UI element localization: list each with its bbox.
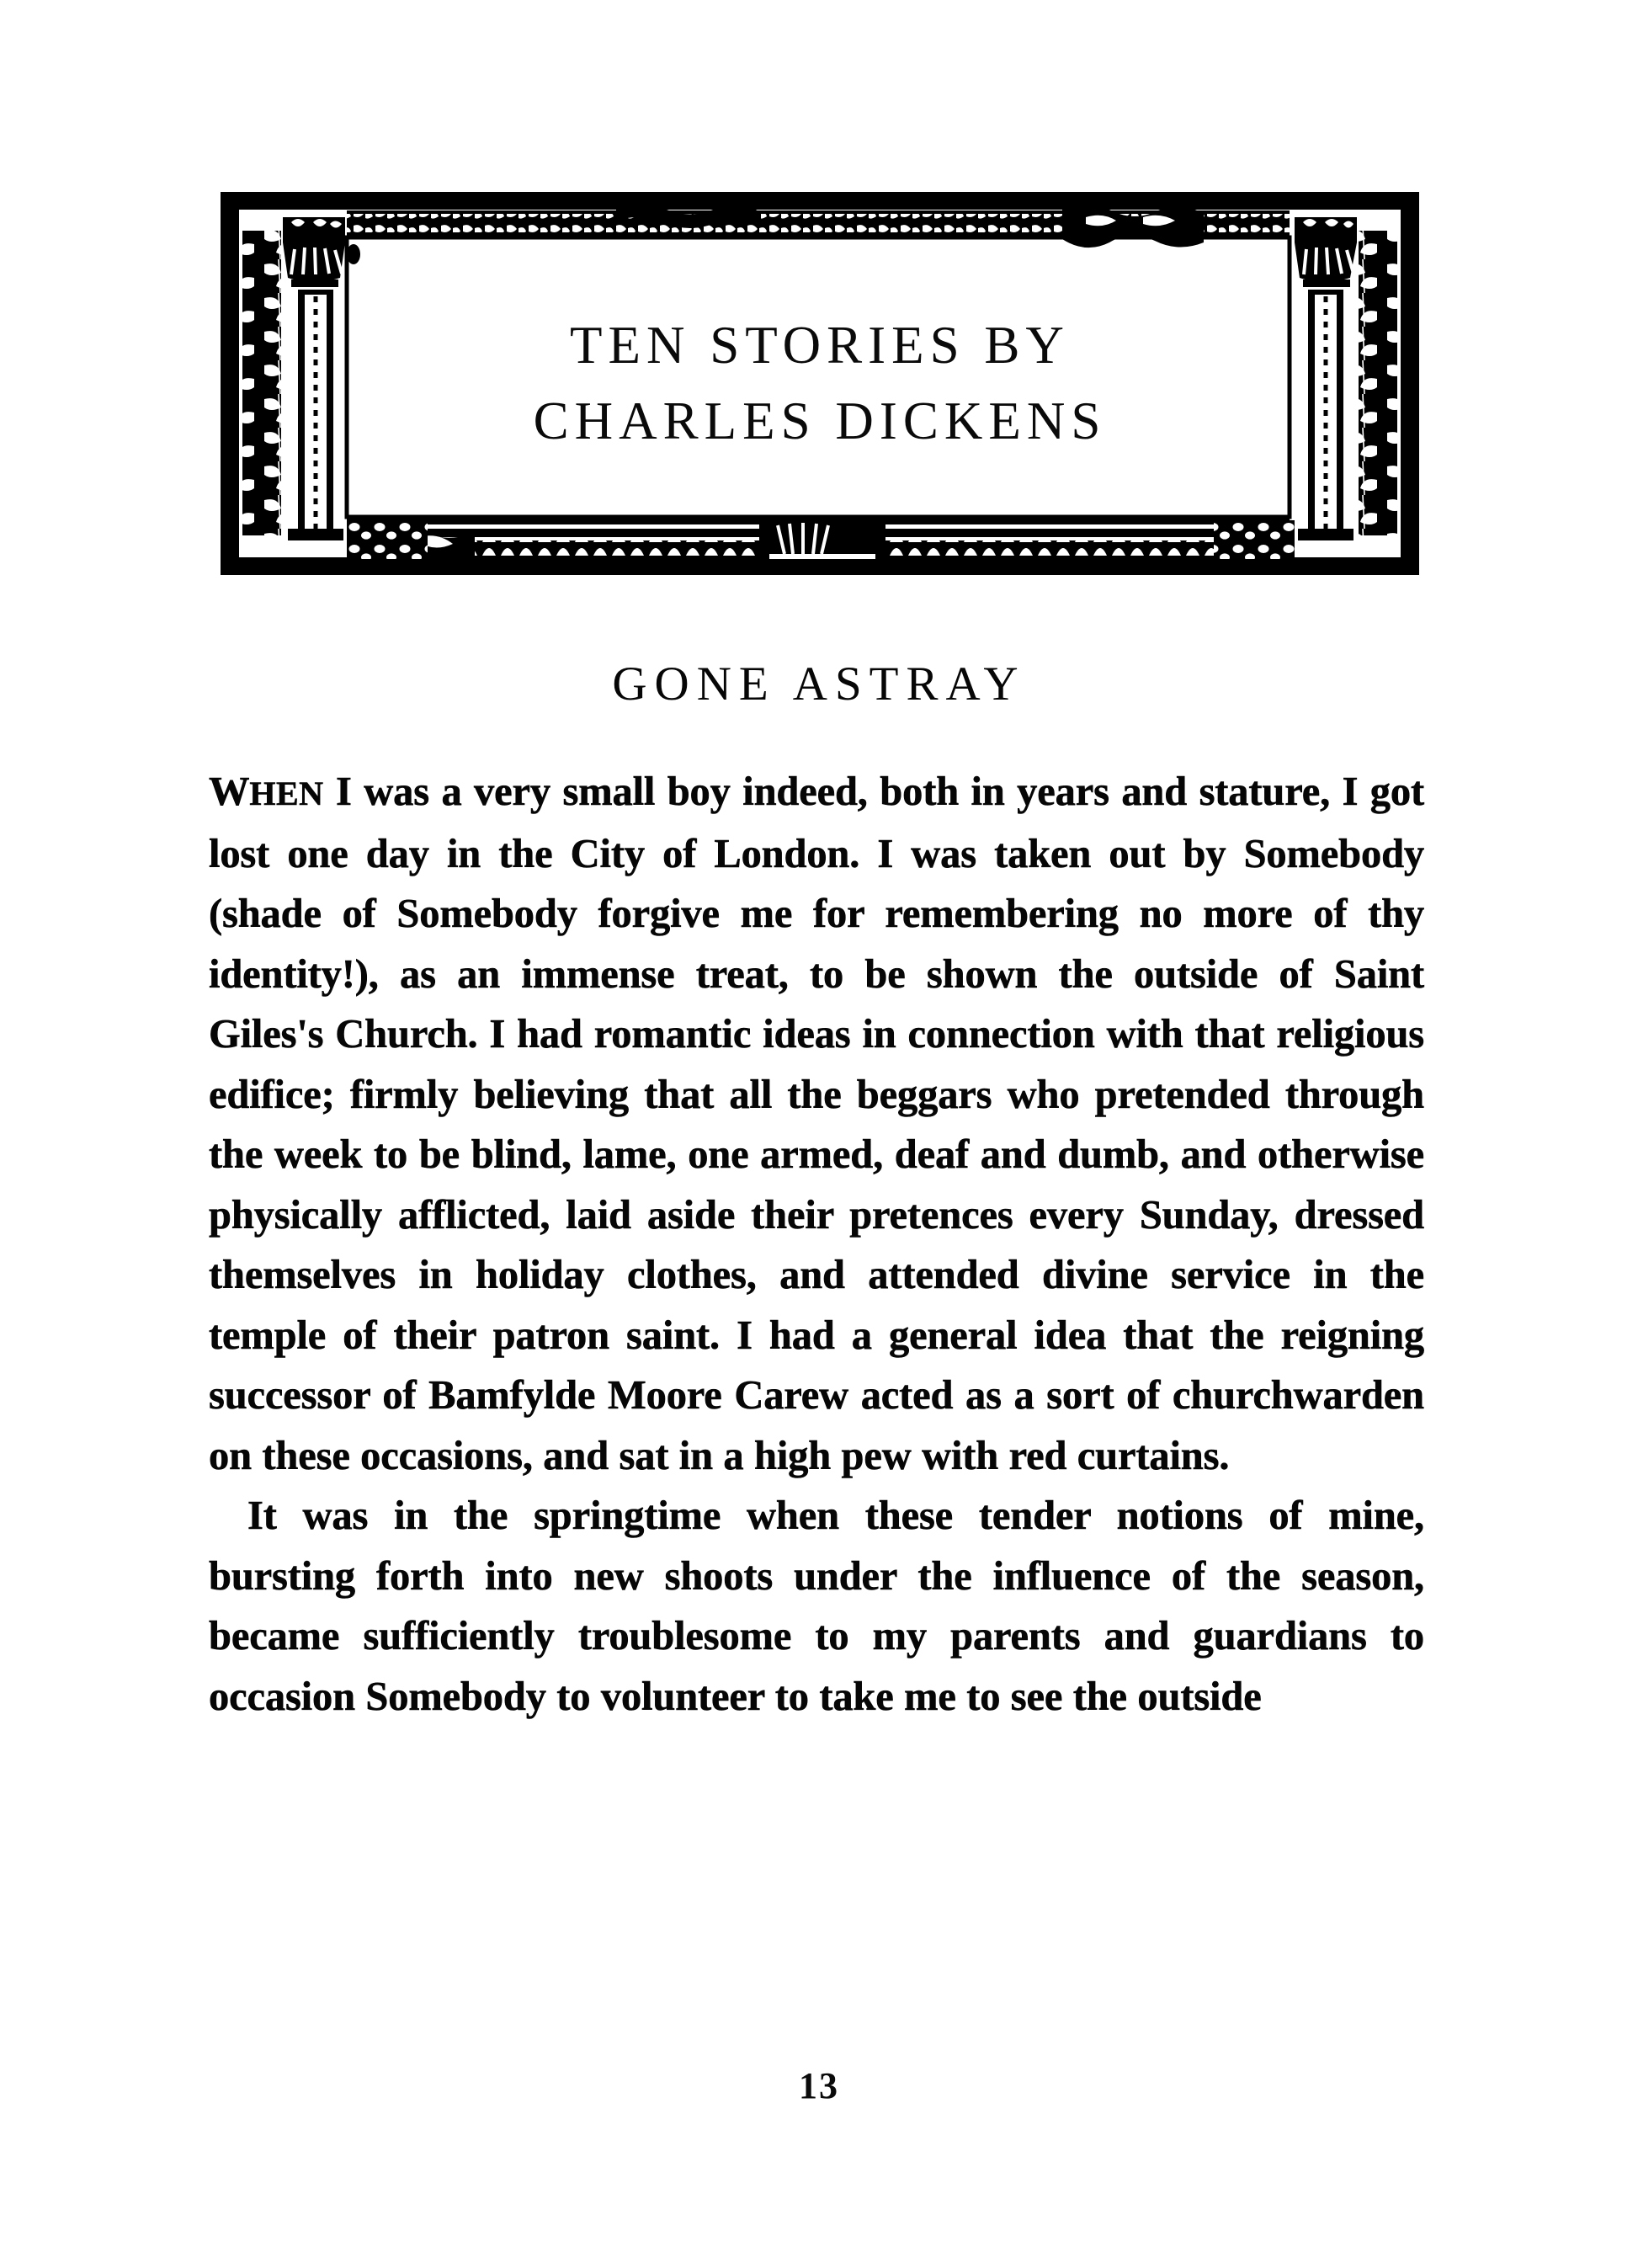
paragraph-2	[209, 1486, 1424, 1727]
opening-initial: W	[209, 769, 250, 814]
title-text-block	[322, 244, 1318, 523]
title-ornament-frame	[221, 192, 1419, 575]
story-heading: GONE ASTRAY	[612, 658, 1026, 711]
paragraph-2-text: It was in the springtime when these tender notions of mine, bursting forth into new shoots under the influence of the season, became sufficiently troublesome to my parents and guardians to occasion Somebody to volunteer to take me to see the outside	[209, 1493, 1424, 1719]
page-number: 13	[799, 2065, 839, 2106]
book-title-line-2: CHARLES DICKENS	[533, 391, 1107, 450]
body-text-column	[209, 762, 1424, 1727]
paragraph-1-text: I was a very small boy indeed, both in years and stature, I got lost one day in the City of London. I was taken out by Somebody (shade of Somebody forgive me for remembering no more of thy identity!), as an immense treat, to be shown the outside of Saint Giles's Church. I had romantic ideas in connection with that religious edifice; firmly believing that all the beggars who pretended through the week to be blind, lame, one armed, deaf and dumb, and otherwise physically afflicted, laid aside their pretences every Sunday, dressed themselves in holiday clothes, and attended divine service in the temple of their patron saint. I had a general idea that the reigning successor of Bamfylde Moore Carew acted as a sort of churchwarden on these occasions, and sat in a high pew with red curtains.	[209, 769, 1424, 1478]
paragraph-1	[209, 762, 1424, 1486]
book-title-line-1: TEN STORIES BY	[570, 316, 1070, 375]
opening-smallcaps: HEN	[249, 775, 324, 812]
